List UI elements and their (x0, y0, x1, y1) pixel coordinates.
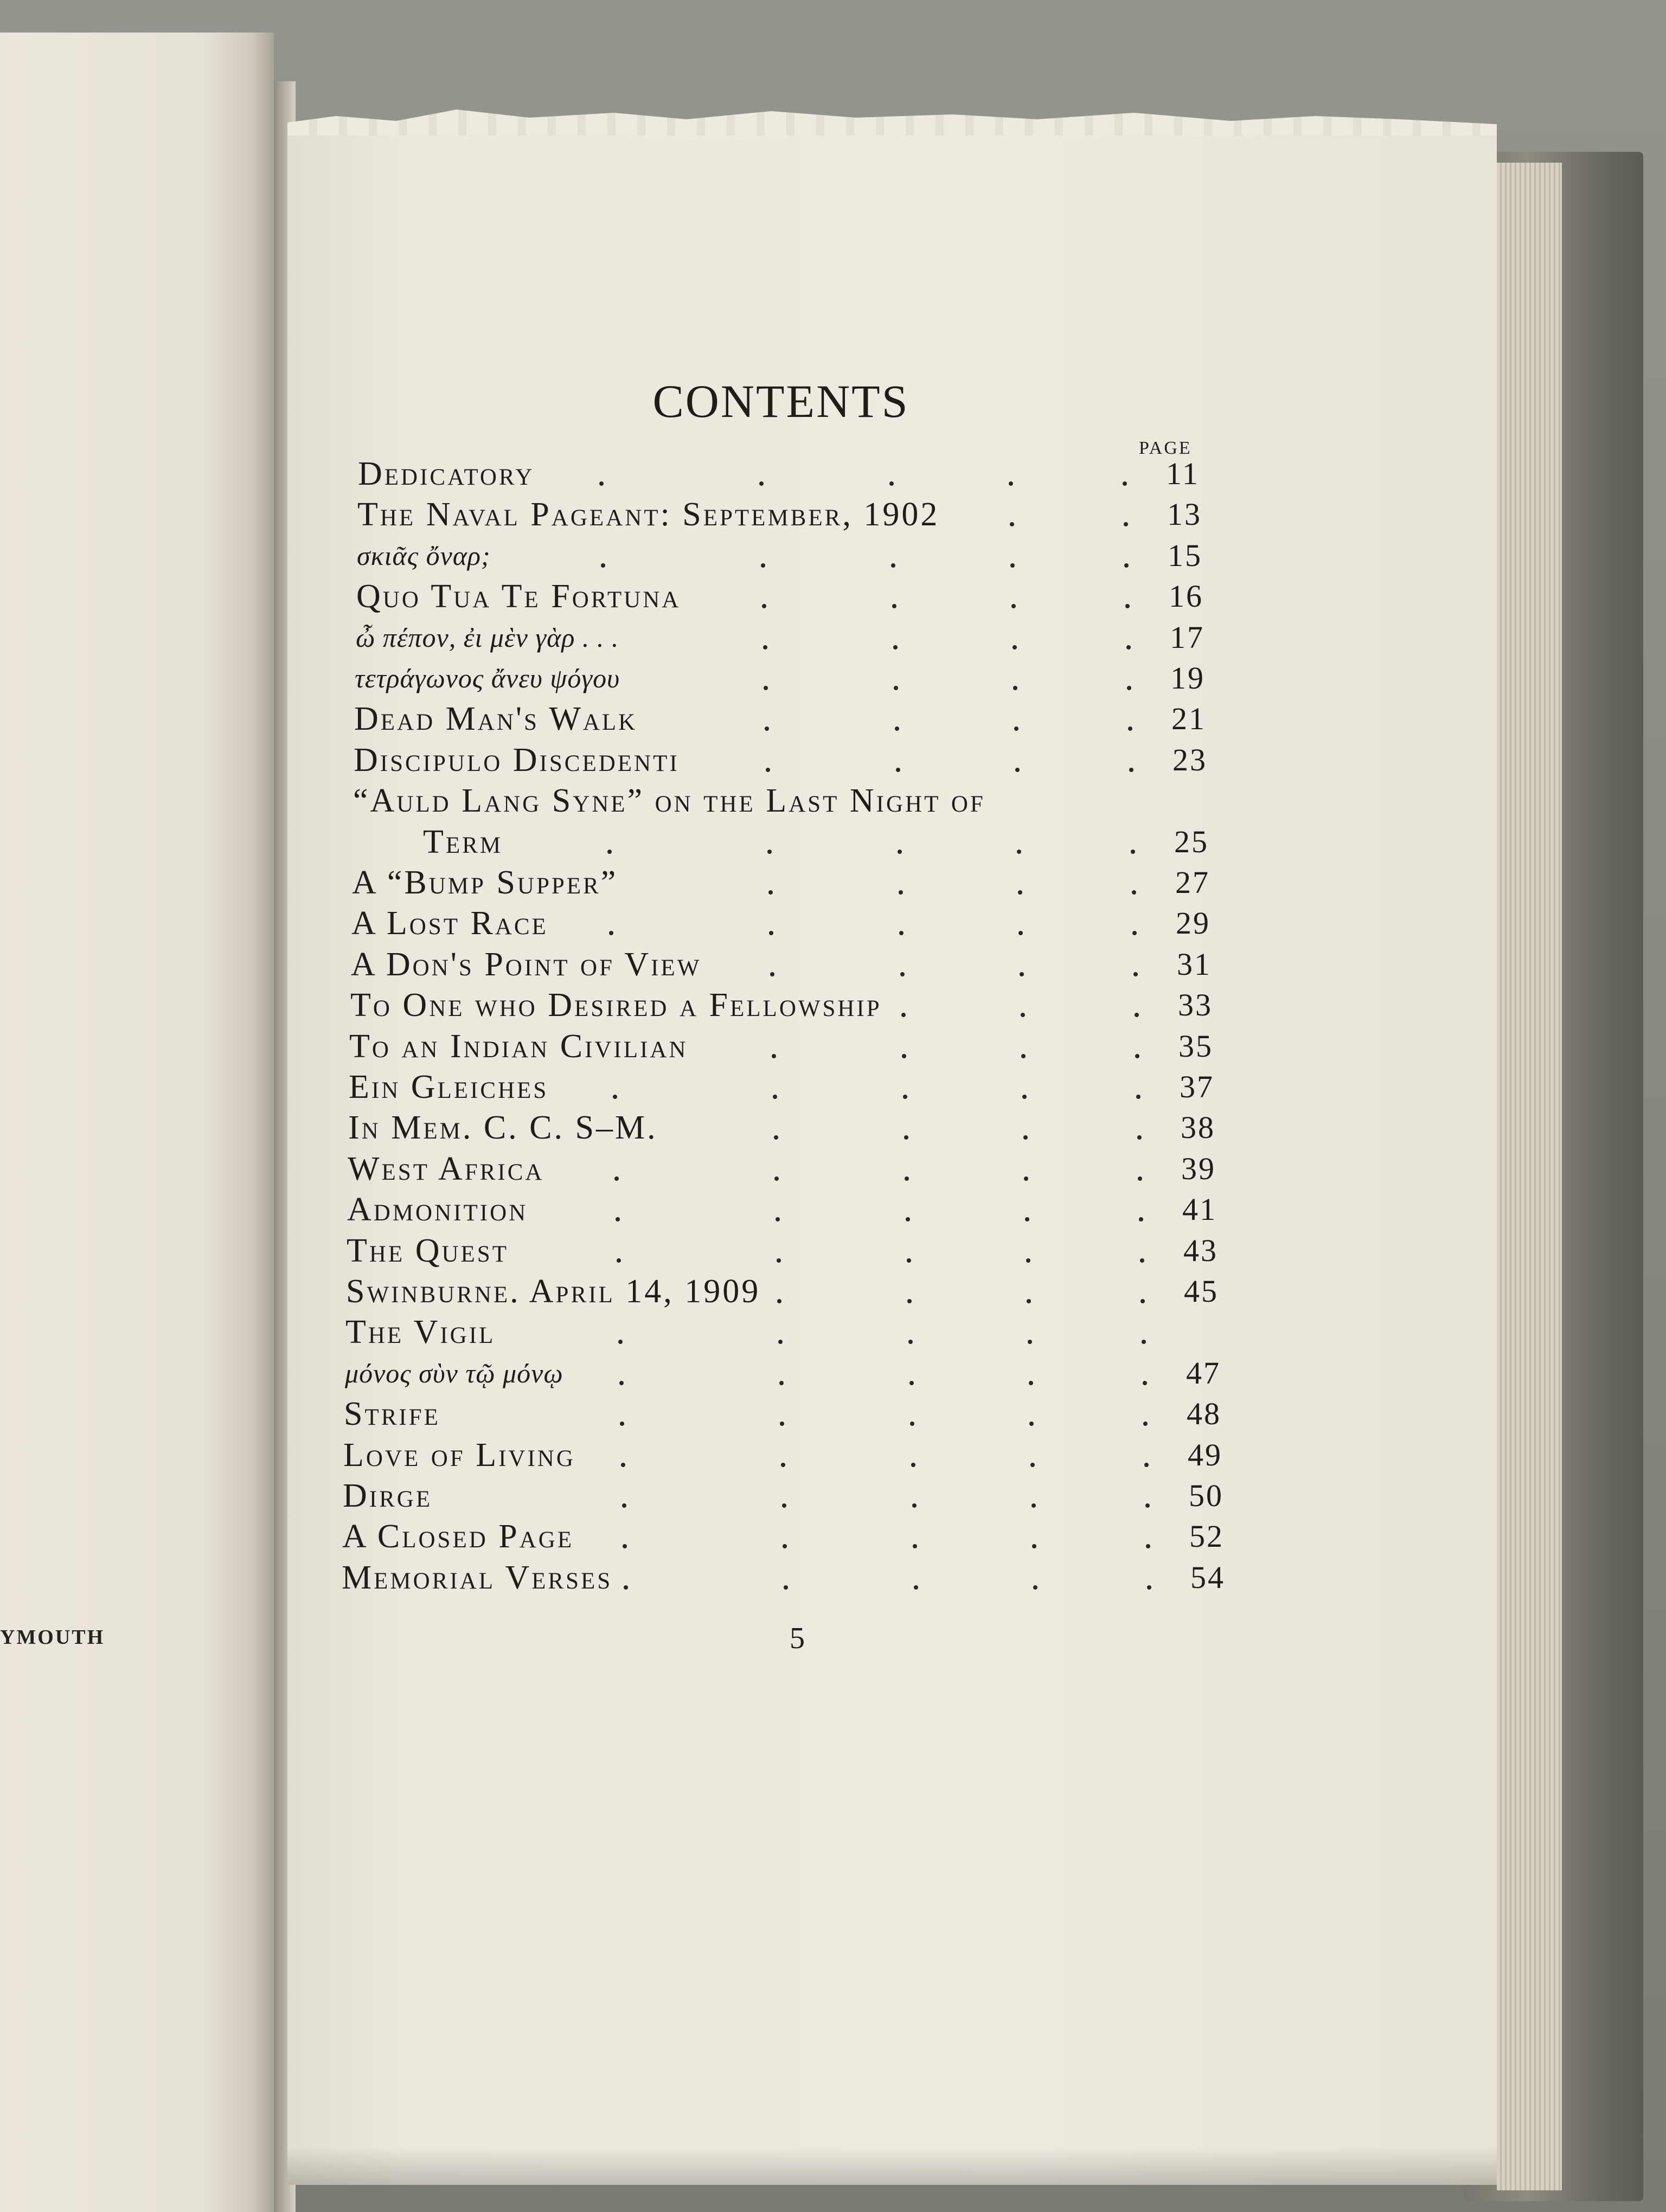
dot-leader (0, 1108, 1666, 1147)
leader-dot (889, 481, 894, 486)
leader-dot (1145, 1503, 1150, 1508)
leader-dot (781, 1463, 785, 1467)
leader-dot (1020, 972, 1024, 976)
dot-leader (0, 577, 1666, 616)
leader-dot (1143, 1381, 1147, 1385)
leader-dot (1135, 1013, 1139, 1017)
leader-dot (773, 1095, 777, 1099)
leader-dot (1014, 726, 1018, 731)
toc-entry-title: Discipulo Discedenti (354, 742, 680, 779)
toc-entry-title: A Don's Point of View (351, 946, 702, 983)
leader-dot (907, 1299, 912, 1303)
toc-entry-page: 54 (1190, 1560, 1225, 1595)
toc-entry-title: Admonition (347, 1191, 528, 1228)
leader-dot (1132, 931, 1137, 935)
leader-dot (621, 1463, 625, 1467)
toc-entry-title: Swinburne. April 14, 1909 (346, 1273, 761, 1310)
leader-dot (1127, 686, 1131, 690)
toc-entry-page: 37 (1180, 1069, 1214, 1104)
toc-entry (0, 1068, 1666, 1107)
toc-entry (0, 495, 1666, 534)
toc-entry-page: 39 (1181, 1151, 1216, 1186)
leader-dot (1009, 481, 1013, 486)
leader-dot (616, 1217, 620, 1221)
toc-entry-title: Quo Tua Te Fortuna (356, 578, 681, 615)
leader-dot (1132, 890, 1136, 895)
toc-entry-title: Love of Living (343, 1437, 575, 1474)
leader-dot (609, 931, 613, 935)
dot-leader (0, 1149, 1666, 1188)
leader-dot (1022, 1095, 1027, 1099)
leader-dot (763, 645, 767, 650)
leader-dot (764, 686, 768, 690)
leader-dot (1017, 850, 1021, 854)
toc-entry (0, 945, 1666, 984)
leader-dot (1142, 1340, 1146, 1344)
toc-entry (0, 986, 1666, 1025)
leader-dot (903, 1095, 907, 1099)
page-shadow (287, 2147, 1497, 2185)
toc-entry-title: ὦ πέπον, ἐι μὲν γὰρ . . . (356, 622, 619, 653)
leader-dot (770, 972, 774, 976)
leader-dot (910, 1422, 914, 1426)
leader-dot (607, 850, 612, 854)
leader-dot (779, 1381, 784, 1385)
page-title: CONTENTS (652, 375, 909, 427)
leader-dot (914, 1585, 918, 1590)
leader-dot (1029, 1422, 1034, 1426)
dot-leader (0, 1272, 1666, 1311)
leader-dot (1124, 563, 1129, 568)
dot-leader (0, 945, 1666, 984)
toc-entry-page: 52 (1189, 1519, 1224, 1554)
toc-entry (0, 1272, 1666, 1311)
leader-dot (901, 1013, 906, 1017)
leader-dot (767, 850, 772, 854)
leader-dot (899, 931, 904, 935)
toc-entry-page: 19 (1170, 660, 1205, 696)
toc-entry-title: “Auld Lang Syne” on the Last Night of (353, 782, 985, 819)
dot-leader (0, 1354, 1666, 1393)
leader-dot (1126, 645, 1131, 650)
leader-dot (907, 1258, 911, 1263)
leader-dot (1144, 1463, 1149, 1467)
dot-leader (0, 741, 1666, 780)
toc-entry-page: 31 (1177, 947, 1212, 982)
toc-entry-page: 17 (1170, 620, 1204, 655)
toc-entry-title: To One who Desired a Fellowship (350, 987, 882, 1024)
leader-dot (1133, 972, 1138, 976)
leader-dot (1139, 1217, 1143, 1221)
toc-entry (0, 904, 1666, 943)
toc-entry (0, 659, 1666, 698)
dot-leader (0, 863, 1666, 902)
dot-leader (0, 1517, 1666, 1556)
dot-leader (0, 1436, 1666, 1475)
dot-leader (0, 1313, 1666, 1352)
toc-entry-title: Memorial Verses (342, 1559, 613, 1596)
dot-leader (0, 1027, 1666, 1066)
leader-dot (1024, 1176, 1028, 1181)
leader-dot (1013, 686, 1017, 690)
leader-dot (784, 1585, 788, 1590)
leader-dot (782, 1503, 786, 1508)
leader-dot (894, 686, 898, 690)
toc-entry (0, 536, 1666, 575)
leader-dot (772, 1054, 776, 1058)
toc-entry-page: 35 (1178, 1028, 1213, 1064)
dot-leader (0, 1231, 1666, 1270)
toc-entry-title: In Mem. C. C. S–M. (348, 1109, 658, 1146)
toc-entry-title: A Lost Race (351, 905, 548, 942)
dot-leader (0, 1068, 1666, 1107)
leader-dot (1146, 1544, 1150, 1548)
leader-dot (613, 1095, 617, 1099)
dot-leader (0, 1476, 1666, 1515)
toc-entry-title: μόνος σὺν τῷ μόνῳ (345, 1358, 563, 1388)
leader-dot (1018, 931, 1023, 935)
leader-dot (618, 1340, 623, 1344)
toc-entry (0, 1108, 1666, 1147)
leader-dot (1013, 645, 1017, 650)
leader-dot (1011, 604, 1016, 608)
leader-dot (1021, 1054, 1026, 1058)
leader-dot (624, 1585, 628, 1590)
toc-entry-page: 27 (1175, 865, 1210, 900)
toc-entry (0, 1517, 1666, 1556)
toc-entry (0, 1149, 1666, 1188)
toc-entry (0, 822, 1666, 861)
leader-dot (1015, 768, 1020, 772)
leader-dot (1138, 1176, 1142, 1181)
leader-dot (905, 1176, 909, 1181)
leader-dot (1023, 1135, 1028, 1140)
toc-entry-title: A Closed Page (342, 1518, 574, 1555)
leader-dot (601, 563, 605, 568)
dot-leader (0, 536, 1666, 575)
leader-dot (765, 726, 769, 731)
toc-entry-title: Term (423, 824, 503, 860)
toc-entry-title: σκιᾶς ὄναρ; (357, 541, 491, 571)
toc-entry-page: 50 (1189, 1478, 1223, 1513)
toc-entry (0, 577, 1666, 616)
leader-dot (1031, 1503, 1036, 1508)
toc-entry-page: 45 (1184, 1274, 1219, 1309)
leader-dot (1026, 1258, 1030, 1263)
leader-dot (777, 1299, 781, 1303)
toc-entry-page: 48 (1187, 1396, 1221, 1431)
leader-dot (1010, 563, 1015, 568)
toc-entry (0, 699, 1666, 738)
leader-dot (913, 1544, 917, 1548)
leader-dot (1131, 850, 1135, 854)
leader-dot (911, 1463, 915, 1467)
leader-dot (766, 768, 770, 772)
leader-dot (620, 1422, 624, 1426)
leader-dot (774, 1135, 778, 1140)
leader-dot (1129, 768, 1133, 772)
toc-entry-title: τετράγωνος ἄνευ ψόγου (355, 663, 620, 693)
toc-entry-title: Dirge (343, 1477, 433, 1514)
toc-entry (0, 454, 1666, 493)
leader-dot (1128, 726, 1132, 731)
leader-dot (1010, 522, 1014, 526)
leader-dot (614, 1176, 619, 1181)
leader-dot (599, 481, 604, 486)
leader-dot (902, 1054, 906, 1058)
leader-dot (768, 890, 773, 895)
leader-dot (774, 1176, 779, 1181)
toc-entry-page: 33 (1178, 987, 1213, 1023)
toc-entry (0, 1354, 1666, 1393)
toc-entry-title: Ein Gleiches (349, 1069, 549, 1105)
leader-dot (895, 726, 899, 731)
dot-leader (0, 822, 1666, 861)
toc-entry-page: 49 (1188, 1437, 1222, 1472)
dot-leader (0, 659, 1666, 698)
leader-dot (900, 972, 905, 976)
leader-dot (893, 645, 898, 650)
leader-dot (762, 604, 766, 608)
toc-entry-page: 25 (1174, 824, 1209, 859)
leader-dot (1143, 1422, 1148, 1426)
leader-dot (623, 1544, 627, 1548)
leader-dot (1140, 1299, 1145, 1303)
leader-dot (892, 604, 896, 608)
toc-entry (0, 1027, 1666, 1066)
toc-entry-page: 13 (1167, 497, 1202, 532)
toc-entry (0, 781, 1666, 820)
left-page-footer-fragment: YMOUTH (0, 1626, 105, 1649)
leader-dot (1030, 1463, 1035, 1467)
dot-leader (0, 1558, 1666, 1597)
leader-dot (619, 1381, 624, 1385)
leader-dot (1135, 1054, 1139, 1058)
leader-dot (1140, 1258, 1144, 1263)
leader-dot (759, 481, 764, 486)
leader-dot (909, 1381, 914, 1385)
leader-dot (912, 1503, 917, 1508)
toc-entry-page: 43 (1183, 1233, 1218, 1268)
toc-entry-page: 16 (1169, 578, 1203, 614)
toc-entry-page: 29 (1176, 905, 1210, 941)
toc-entry (0, 1476, 1666, 1515)
leader-dot (1018, 890, 1022, 895)
leader-dot (1033, 1585, 1037, 1590)
toc-entry-title: The Naval Pageant: September, 1902 (357, 496, 940, 533)
leader-dot (898, 850, 902, 854)
toc-entry-title: Dead Man's Walk (354, 700, 638, 737)
toc-entry (0, 618, 1666, 657)
leader-dot (1147, 1585, 1151, 1590)
leader-dot (622, 1503, 626, 1508)
leader-dot (761, 563, 765, 568)
folio-page-number: 5 (790, 1622, 805, 1655)
leader-dot (783, 1544, 787, 1548)
toc-entry (0, 1558, 1666, 1597)
toc-entry (0, 1394, 1666, 1433)
dot-leader (0, 618, 1666, 657)
toc-entry (0, 1313, 1666, 1352)
toc-entry-page: 15 (1168, 538, 1202, 573)
dot-leader (0, 454, 1666, 493)
leader-dot (780, 1422, 784, 1426)
toc-entry-page: 38 (1181, 1110, 1215, 1145)
dot-leader (0, 1394, 1666, 1433)
toc-entry-page: 23 (1172, 742, 1207, 777)
toc-entry-title: Strife (344, 1396, 440, 1432)
toc-entry-page: 47 (1186, 1355, 1221, 1391)
leader-dot (904, 1135, 908, 1140)
dot-leader (0, 699, 1666, 738)
toc-entry-page: 21 (1171, 701, 1206, 736)
toc-entry-title: The Quest (347, 1232, 509, 1269)
leader-dot (1025, 1217, 1029, 1221)
leader-dot (769, 931, 773, 935)
toc-entry-title: To an Indian Civilian (349, 1028, 688, 1065)
leader-dot (891, 563, 895, 568)
toc-entry-title: Dedicatory (358, 455, 535, 492)
leader-dot (1027, 1299, 1031, 1303)
leader-dot (1029, 1381, 1033, 1385)
leader-dot (906, 1217, 910, 1221)
leader-dot (1137, 1135, 1142, 1140)
leader-dot (1021, 1013, 1025, 1017)
leader-dot (1124, 522, 1128, 526)
leader-dot (896, 768, 900, 772)
toc-entry (0, 1436, 1666, 1475)
toc-entry (0, 863, 1666, 902)
leader-dot (899, 890, 903, 895)
leader-dot (1028, 1340, 1032, 1344)
dot-leader (0, 904, 1666, 943)
toc-entry-page: 11 (1166, 456, 1200, 491)
toc-entry-title: The Vigil (345, 1314, 496, 1351)
toc-entry (0, 1190, 1666, 1229)
leader-dot (1125, 604, 1130, 608)
page-column-label: PAGE (1139, 438, 1192, 458)
leader-dot (908, 1340, 913, 1344)
leader-dot (1123, 481, 1127, 486)
toc-entry-title: West Africa (348, 1150, 544, 1187)
leader-dot (777, 1258, 781, 1263)
leader-dot (776, 1217, 780, 1221)
toc-entry-page: 41 (1182, 1192, 1217, 1227)
toc-entry (0, 1231, 1666, 1270)
leader-dot (778, 1340, 783, 1344)
leader-dot (1032, 1544, 1036, 1548)
toc-entry-title: A “Bump Supper” (352, 864, 618, 901)
dot-leader (0, 1190, 1666, 1229)
toc-entry (0, 741, 1666, 780)
leader-dot (617, 1258, 621, 1263)
leader-dot (1136, 1095, 1140, 1099)
